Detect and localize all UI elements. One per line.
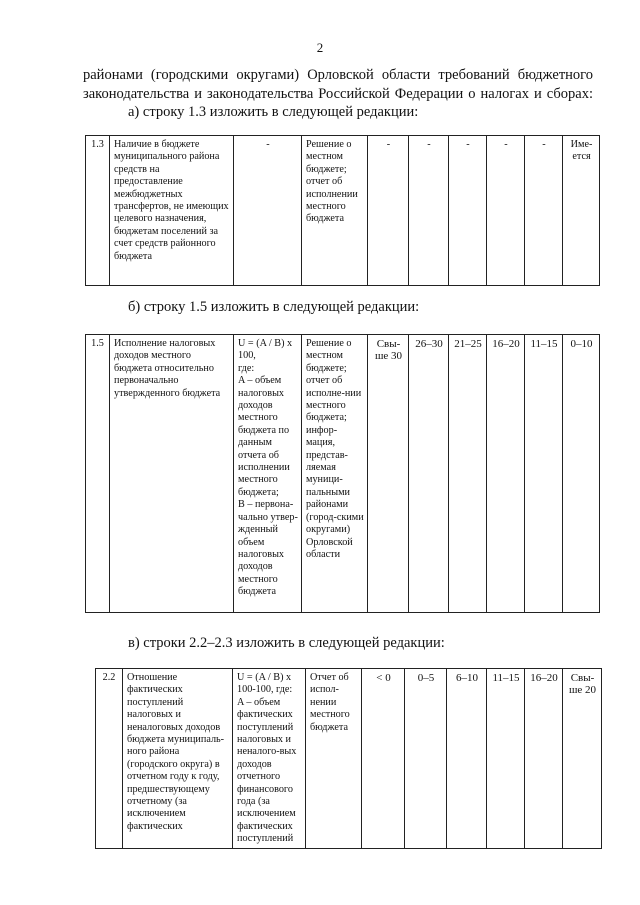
value-cell: 21–25 [449, 335, 487, 613]
value-cell: 16–20 [487, 335, 525, 613]
value-cell: 16–20 [525, 669, 563, 849]
source-cell: Решение о местном бюджете; отчет об исполнении местного бюджета [302, 136, 368, 286]
value-cell: Свы- ше 30 [368, 335, 409, 613]
value-cell: 0–5 [405, 669, 447, 849]
intro-paragraph [83, 66, 593, 104]
row-number: 1.3 [86, 136, 110, 286]
value-cell: - [409, 136, 449, 286]
formula-cell: - [234, 136, 302, 286]
table-row-1-3 [85, 135, 600, 286]
indicator-name: Наличие в бюджете муниципального района средств на предоставление межбюджетных трансфертов, не имеющих целевого назначения, бюджетам поселений за счет средств районного бюджета [110, 136, 234, 286]
value-cell: 0–10 [563, 335, 600, 613]
table-row-1-5 [85, 334, 600, 613]
indicator-name: Отношение фактических поступлений налоговых и неналоговых доходов бюджета муниципаль-ного района (городского округа) в отчетном году к году, предшествующему отчетному (за исключением фактических [123, 669, 233, 849]
value-cell: Име- ется [563, 136, 600, 286]
page-number: 2 [316, 40, 324, 55]
value-cell: - [487, 136, 525, 286]
row-number: 1.5 [86, 335, 110, 613]
value-cell: - [449, 136, 487, 286]
value-cell: 11–15 [487, 669, 525, 849]
intro-line-2: законодательства и законодательства Российской Федерации о налогах и сборах: [83, 86, 593, 102]
value-cell: - [368, 136, 409, 286]
section-b-heading: б) строку 1.5 изложить в следующей редакции: [128, 299, 420, 315]
formula-cell: U = (A / B) x 100-100, где: A – объем фактических поступлений налоговых и неналого-вых доходов отчетного финансового года (за исключением фактических поступлений [233, 669, 306, 849]
source-cell: Решение о местном бюджете; отчет об исполне-нии местного бюджета; инфор-мация, представ-ляемая муници-пальными районами (город-скими округами) Орловской области [302, 335, 368, 613]
value-cell: 26–30 [409, 335, 449, 613]
row-number: 2.2 [96, 669, 123, 849]
table-row-2-2 [95, 668, 602, 849]
formula-cell: U = (A / B) x 100, где: A – объем налоговых доходов местного бюджета по данным отчета об исполнении местного бюджета; B – первона-чально утвер-жденный объем налоговых доходов местного бюджета [234, 335, 302, 613]
intro-line-1: районами (городскими округами) Орловской области требований бюджетного [83, 67, 593, 83]
section-c-heading: в) строки 2.2–2.3 изложить в следующей редакции: [128, 635, 445, 651]
value-cell: 6–10 [447, 669, 487, 849]
value-cell: < 0 [362, 669, 405, 849]
source-cell: Отчет об испол-нении местного бюджета [306, 669, 362, 849]
value-cell: Свы- ше 20 [563, 669, 602, 849]
indicator-name: Исполнение налоговых доходов местного бюджета относительно первоначально утвержденного бюджета [110, 335, 234, 613]
section-a-heading: а) строку 1.3 изложить в следующей редакции: [128, 104, 419, 120]
value-cell: 11–15 [525, 335, 563, 613]
value-cell: - [525, 136, 563, 286]
